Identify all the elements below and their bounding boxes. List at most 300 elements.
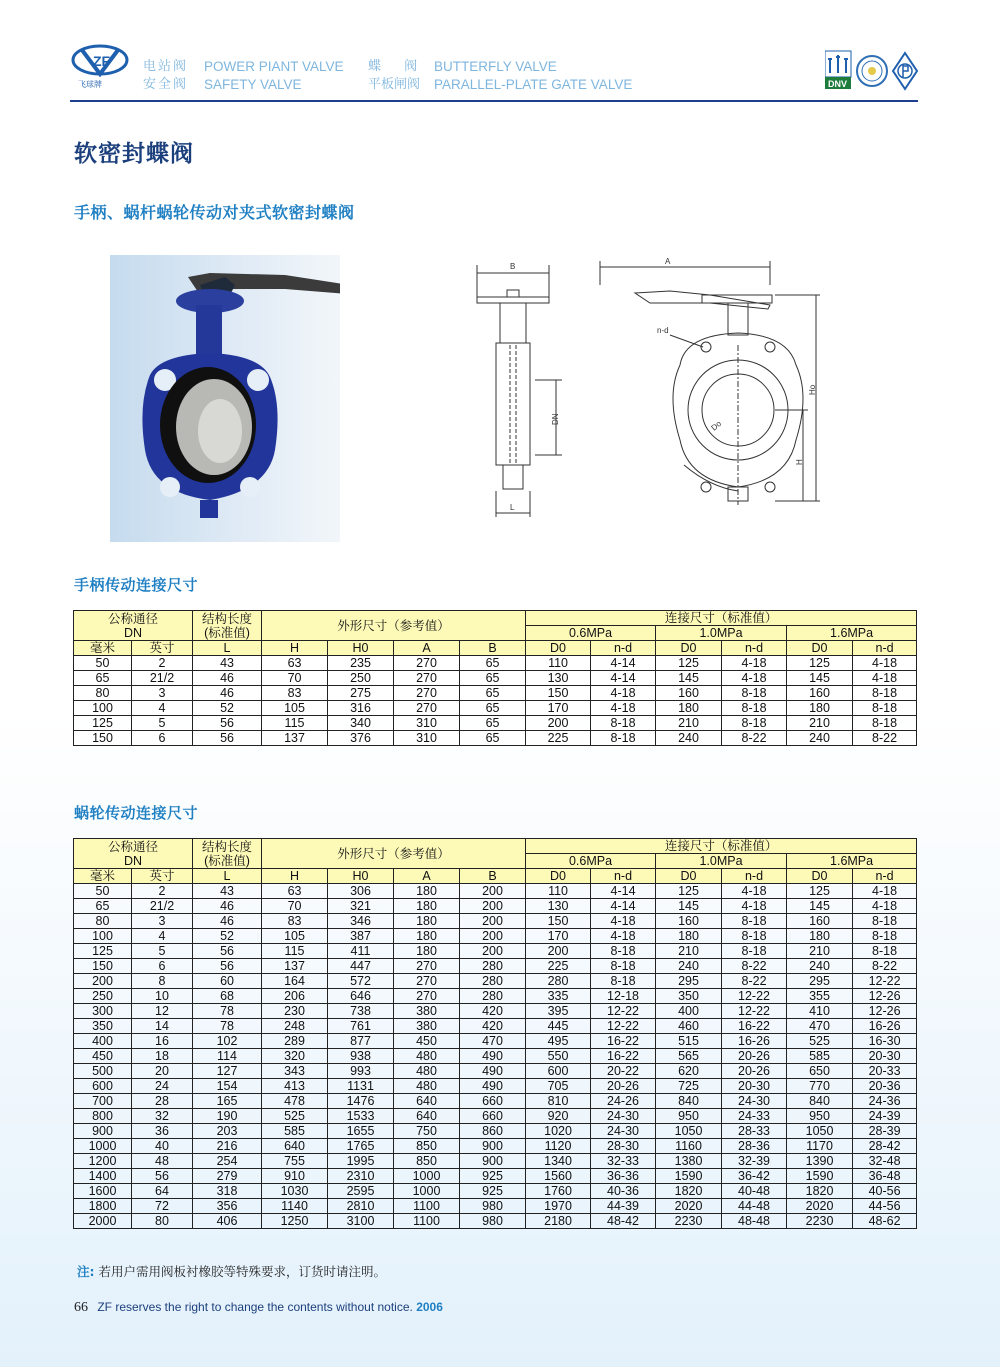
table-cell: 32-48 bbox=[853, 1154, 917, 1169]
col-d0: D0 bbox=[526, 869, 591, 884]
table-cell: 920 bbox=[526, 1109, 591, 1124]
table-cell: 8-22 bbox=[853, 731, 917, 746]
table-cell: 350 bbox=[74, 1019, 132, 1034]
table-cell: 125 bbox=[74, 716, 132, 731]
table-cell: 200 bbox=[460, 914, 526, 929]
table-cell: 230 bbox=[262, 1004, 328, 1019]
table-cell: 145 bbox=[787, 899, 853, 914]
table-cell: 248 bbox=[262, 1019, 328, 1034]
table-cell: 60 bbox=[193, 974, 262, 989]
table-cell: 6 bbox=[132, 731, 193, 746]
table-cell: 110 bbox=[526, 656, 591, 671]
table-cell: 280 bbox=[460, 959, 526, 974]
table-row bbox=[74, 929, 917, 944]
table-cell: 565 bbox=[656, 1049, 722, 1064]
side-view bbox=[477, 262, 562, 517]
table-cell: 24 bbox=[132, 1079, 193, 1094]
table-row bbox=[74, 1199, 917, 1214]
table-row bbox=[74, 914, 917, 929]
table-cell: 6 bbox=[132, 959, 193, 974]
table-cell: 480 bbox=[394, 1064, 460, 1079]
table-cell: 640 bbox=[394, 1094, 460, 1109]
table-cell: 993 bbox=[328, 1064, 394, 1079]
table-cell: 28-39 bbox=[853, 1124, 917, 1139]
table-cell: 8-18 bbox=[722, 929, 787, 944]
table-cell: 48-62 bbox=[853, 1214, 917, 1229]
table-cell: 125 bbox=[656, 656, 722, 671]
table-cell: 445 bbox=[526, 1019, 591, 1034]
table-cell: 8-18 bbox=[591, 731, 656, 746]
table-cell: 585 bbox=[262, 1124, 328, 1139]
table-cell: 32-33 bbox=[591, 1154, 656, 1169]
table-cell: 4-14 bbox=[591, 656, 656, 671]
table-cell: 12-22 bbox=[591, 1019, 656, 1034]
valve-photo bbox=[110, 255, 340, 542]
table-cell: 410 bbox=[787, 1004, 853, 1019]
table-cell: 48-48 bbox=[722, 1214, 787, 1229]
dim-label-a: A bbox=[665, 257, 671, 266]
col-h: H bbox=[262, 641, 328, 656]
certification-seal-icon bbox=[857, 56, 887, 86]
table-cell: 460 bbox=[656, 1019, 722, 1034]
table-cell: 180 bbox=[787, 701, 853, 716]
table-cell: 200 bbox=[526, 944, 591, 959]
table-cell: 24-30 bbox=[591, 1124, 656, 1139]
col-l: L bbox=[193, 641, 262, 656]
category-en-4: PARALLEL-PLATE GATE VALVE bbox=[434, 77, 633, 92]
table-cell: 160 bbox=[787, 686, 853, 701]
table-cell: 860 bbox=[460, 1124, 526, 1139]
table-cell: 4-18 bbox=[591, 686, 656, 701]
table-cell: 316 bbox=[328, 701, 394, 716]
table-cell: 150 bbox=[74, 731, 132, 746]
header-p2: 1.0MPa bbox=[656, 626, 787, 641]
header-rule bbox=[70, 100, 918, 102]
dim-label-ho: Ho bbox=[808, 384, 817, 395]
table-row bbox=[74, 1124, 917, 1139]
table-cell: 56 bbox=[193, 716, 262, 731]
table-cell: 289 bbox=[262, 1034, 328, 1049]
table-cell: 1995 bbox=[328, 1154, 394, 1169]
table-cell: 800 bbox=[74, 1109, 132, 1124]
table-cell: 12-22 bbox=[591, 1004, 656, 1019]
table-cell: 105 bbox=[262, 929, 328, 944]
dim-label-b: B bbox=[510, 262, 516, 271]
table-cell: 50 bbox=[74, 884, 132, 899]
table-cell: 840 bbox=[656, 1094, 722, 1109]
table-cell: 925 bbox=[460, 1169, 526, 1184]
table-cell: 3100 bbox=[328, 1214, 394, 1229]
table-cell: 36-42 bbox=[722, 1169, 787, 1184]
table-cell: 32 bbox=[132, 1109, 193, 1124]
table-cell: 1800 bbox=[74, 1199, 132, 1214]
table-cell: 8-18 bbox=[722, 686, 787, 701]
table-cell: 36-48 bbox=[853, 1169, 917, 1184]
col-b: B bbox=[460, 641, 526, 656]
table-cell: 900 bbox=[460, 1139, 526, 1154]
table-cell: 46 bbox=[193, 914, 262, 929]
table-cell: 490 bbox=[460, 1079, 526, 1094]
table-cell: 2810 bbox=[328, 1199, 394, 1214]
table-cell: 4-18 bbox=[853, 671, 917, 686]
table-row bbox=[74, 656, 917, 671]
table-cell: 660 bbox=[460, 1109, 526, 1124]
table-cell: 8-18 bbox=[853, 716, 917, 731]
table-cell: 1476 bbox=[328, 1094, 394, 1109]
header-connection: 连接尺寸（标准值） bbox=[526, 839, 917, 854]
table-cell: 12-26 bbox=[853, 1004, 917, 1019]
table-cell: 203 bbox=[193, 1124, 262, 1139]
table-cell: 1000 bbox=[394, 1184, 460, 1199]
table-cell: 235 bbox=[328, 656, 394, 671]
table-cell: 8-18 bbox=[591, 944, 656, 959]
table-cell: 40-56 bbox=[853, 1184, 917, 1199]
table-cell: 180 bbox=[394, 914, 460, 929]
table-cell: 14 bbox=[132, 1019, 193, 1034]
table-cell: 254 bbox=[193, 1154, 262, 1169]
handle-dimension-table bbox=[73, 610, 917, 746]
table-cell: 65 bbox=[460, 686, 526, 701]
table-cell: 105 bbox=[262, 701, 328, 716]
table-cell: 145 bbox=[656, 899, 722, 914]
table-cell: 1590 bbox=[656, 1169, 722, 1184]
table-cell: 206 bbox=[262, 989, 328, 1004]
table-row bbox=[74, 1049, 917, 1064]
table-cell: 80 bbox=[132, 1214, 193, 1229]
table-cell: 250 bbox=[74, 989, 132, 1004]
table-cell: 380 bbox=[394, 1019, 460, 1034]
table-cell: 321 bbox=[328, 899, 394, 914]
table-cell: 1000 bbox=[74, 1139, 132, 1154]
dim-label-dn: DN bbox=[551, 413, 560, 425]
table-cell: 877 bbox=[328, 1034, 394, 1049]
table-cell: 500 bbox=[74, 1064, 132, 1079]
header-dn: 公称通径 DN bbox=[74, 611, 193, 641]
table-cell: 145 bbox=[656, 671, 722, 686]
table-cell: 12-18 bbox=[591, 989, 656, 1004]
table-cell: 356 bbox=[193, 1199, 262, 1214]
col-a: A bbox=[394, 641, 460, 656]
table-cell: 950 bbox=[787, 1109, 853, 1124]
table-cell: 150 bbox=[526, 914, 591, 929]
table-cell: 275 bbox=[328, 686, 394, 701]
table-cell: 280 bbox=[526, 974, 591, 989]
table-cell: 100 bbox=[74, 701, 132, 716]
table-cell: 1820 bbox=[656, 1184, 722, 1199]
table-cell: 80 bbox=[74, 686, 132, 701]
table-cell: 18 bbox=[132, 1049, 193, 1064]
table-cell: 137 bbox=[262, 959, 328, 974]
table-cell: 270 bbox=[394, 656, 460, 671]
table-cell: 40 bbox=[132, 1139, 193, 1154]
table-cell: 2310 bbox=[328, 1169, 394, 1184]
table-cell: 16-26 bbox=[722, 1034, 787, 1049]
table-row bbox=[74, 974, 917, 989]
table-cell: 2595 bbox=[328, 1184, 394, 1199]
category-cn-1: 电站阀 bbox=[143, 59, 189, 74]
table-cell: 40-48 bbox=[722, 1184, 787, 1199]
col-d0: D0 bbox=[787, 641, 853, 656]
page-footer bbox=[74, 1300, 443, 1316]
table-cell: 1560 bbox=[526, 1169, 591, 1184]
table-cell: 150 bbox=[74, 959, 132, 974]
table-cell: 340 bbox=[328, 716, 394, 731]
table-cell: 43 bbox=[193, 884, 262, 899]
table-cell: 411 bbox=[328, 944, 394, 959]
table-cell: 65 bbox=[460, 731, 526, 746]
table-cell: 925 bbox=[460, 1184, 526, 1199]
table-cell: 480 bbox=[394, 1049, 460, 1064]
table-cell: 225 bbox=[526, 959, 591, 974]
butterfly-valve-icon bbox=[142, 273, 340, 518]
table-cell: 48 bbox=[132, 1154, 193, 1169]
certification-logos bbox=[825, 45, 920, 97]
table-row bbox=[74, 1109, 917, 1124]
table-cell: 4-14 bbox=[591, 884, 656, 899]
table-cell: 8-18 bbox=[722, 716, 787, 731]
section-title-worm-gear: 蜗轮传动连接尺寸 bbox=[74, 804, 199, 822]
table-cell: 225 bbox=[526, 731, 591, 746]
front-view bbox=[600, 257, 820, 505]
table-cell: 640 bbox=[394, 1109, 460, 1124]
table-cell: 52 bbox=[193, 929, 262, 944]
table-cell: 1250 bbox=[262, 1214, 328, 1229]
table-cell: 480 bbox=[394, 1079, 460, 1094]
table-row bbox=[74, 1064, 917, 1079]
table-cell: 1340 bbox=[526, 1154, 591, 1169]
table-cell: 270 bbox=[394, 989, 460, 1004]
table-cell: 65 bbox=[74, 899, 132, 914]
table-cell: 180 bbox=[394, 899, 460, 914]
table-cell: 16 bbox=[132, 1034, 193, 1049]
table-cell: 240 bbox=[656, 959, 722, 974]
col-d0: D0 bbox=[787, 869, 853, 884]
table-cell: 32-39 bbox=[722, 1154, 787, 1169]
table-cell: 387 bbox=[328, 929, 394, 944]
table-cell: 447 bbox=[328, 959, 394, 974]
col-nd: n-d bbox=[591, 869, 656, 884]
table-cell: 130 bbox=[526, 671, 591, 686]
col-mm: 毫米 bbox=[74, 641, 132, 656]
table-cell: 270 bbox=[394, 671, 460, 686]
table-cell: 840 bbox=[787, 1094, 853, 1109]
table-cell: 200 bbox=[526, 716, 591, 731]
table-cell: 2 bbox=[132, 656, 193, 671]
table-cell: 125 bbox=[656, 884, 722, 899]
table-cell: 900 bbox=[460, 1154, 526, 1169]
table-cell: 4-18 bbox=[853, 656, 917, 671]
table-row bbox=[74, 686, 917, 701]
table-cell: 550 bbox=[526, 1049, 591, 1064]
table-cell: 4-18 bbox=[853, 884, 917, 899]
table-cell: 280 bbox=[460, 974, 526, 989]
table-cell: 2000 bbox=[74, 1214, 132, 1229]
table-cell: 725 bbox=[656, 1079, 722, 1094]
table-cell: 8-18 bbox=[591, 959, 656, 974]
table-cell: 650 bbox=[787, 1064, 853, 1079]
table-cell: 56 bbox=[193, 959, 262, 974]
table-cell: 406 bbox=[193, 1214, 262, 1229]
col-inch: 英寸 bbox=[132, 869, 193, 884]
table-cell: 515 bbox=[656, 1034, 722, 1049]
table-cell: 180 bbox=[787, 929, 853, 944]
table-cell: 355 bbox=[787, 989, 853, 1004]
table-cell: 980 bbox=[460, 1214, 526, 1229]
table-cell: 83 bbox=[262, 686, 328, 701]
table-cell: 450 bbox=[394, 1034, 460, 1049]
page-subtitle: 手柄、蜗杆蜗轮传动对夹式软密封蝶阀 bbox=[74, 203, 355, 222]
table-cell: 63 bbox=[262, 884, 328, 899]
table-cell: 2020 bbox=[656, 1199, 722, 1214]
table-cell: 280 bbox=[460, 989, 526, 1004]
table-cell: 1160 bbox=[656, 1139, 722, 1154]
table-cell: 8-18 bbox=[722, 944, 787, 959]
col-b: B bbox=[460, 869, 526, 884]
table-cell: 250 bbox=[328, 671, 394, 686]
table-cell: 46 bbox=[193, 671, 262, 686]
page-title: 软密封蝶阀 bbox=[74, 141, 194, 167]
table-cell: 705 bbox=[526, 1079, 591, 1094]
note-label: 注: bbox=[77, 1264, 95, 1279]
table-cell: 470 bbox=[787, 1019, 853, 1034]
col-inch: 英寸 bbox=[132, 641, 193, 656]
table-cell: 16-26 bbox=[853, 1019, 917, 1034]
col-l: L bbox=[193, 869, 262, 884]
table-cell: 24-39 bbox=[853, 1109, 917, 1124]
table-cell: 36 bbox=[132, 1124, 193, 1139]
table-row bbox=[74, 944, 917, 959]
note-text: 若用户需用阀板衬橡胶等特殊要求，订货时请注明。 bbox=[98, 1264, 386, 1279]
table-cell: 43 bbox=[193, 656, 262, 671]
table-cell: 1820 bbox=[787, 1184, 853, 1199]
table-cell: 200 bbox=[460, 944, 526, 959]
table-cell: 12-22 bbox=[722, 989, 787, 1004]
table-cell: 50 bbox=[74, 656, 132, 671]
table-cell: 295 bbox=[656, 974, 722, 989]
table-cell: 761 bbox=[328, 1019, 394, 1034]
brand-name: 飞球牌 bbox=[78, 80, 102, 89]
table-cell: 490 bbox=[460, 1049, 526, 1064]
table-cell: 270 bbox=[394, 959, 460, 974]
table-cell: 170 bbox=[526, 701, 591, 716]
table-cell: 28 bbox=[132, 1094, 193, 1109]
table-cell: 4-18 bbox=[722, 671, 787, 686]
col-nd: n-d bbox=[722, 641, 787, 656]
table-cell: 24-36 bbox=[853, 1094, 917, 1109]
table-row bbox=[74, 716, 917, 731]
col-a: A bbox=[394, 869, 460, 884]
table-cell: 65 bbox=[460, 656, 526, 671]
table-cell: 2230 bbox=[787, 1214, 853, 1229]
table-cell: 4-14 bbox=[591, 899, 656, 914]
table-cell: 8-18 bbox=[722, 701, 787, 716]
table-cell: 400 bbox=[74, 1034, 132, 1049]
table-row bbox=[74, 884, 917, 899]
table-cell: 2 bbox=[132, 884, 193, 899]
category-cn-2: 安全阀 bbox=[143, 77, 189, 92]
header-outer: 外形尺寸（参考值） bbox=[262, 611, 526, 641]
table-cell: 52 bbox=[193, 701, 262, 716]
table-cell: 490 bbox=[460, 1064, 526, 1079]
table-cell: 65 bbox=[74, 671, 132, 686]
table-cell: 2180 bbox=[526, 1214, 591, 1229]
table-cell: 4-18 bbox=[591, 701, 656, 716]
table-cell: 164 bbox=[262, 974, 328, 989]
table-cell: 127 bbox=[193, 1064, 262, 1079]
dim-label-do: Do bbox=[709, 419, 724, 433]
company-logo bbox=[70, 40, 130, 90]
table-cell: 8-18 bbox=[722, 914, 787, 929]
table-cell: 376 bbox=[328, 731, 394, 746]
table-cell: 12-22 bbox=[722, 1004, 787, 1019]
table-cell: 980 bbox=[460, 1199, 526, 1214]
table-row bbox=[74, 959, 917, 974]
technical-drawing bbox=[470, 255, 830, 525]
table-cell: 1030 bbox=[262, 1184, 328, 1199]
col-nd: n-d bbox=[853, 641, 917, 656]
header-connection: 连接尺寸（标准值） bbox=[526, 611, 917, 626]
table-cell: 1390 bbox=[787, 1154, 853, 1169]
table-cell: 210 bbox=[656, 944, 722, 959]
table-cell: 8-18 bbox=[591, 974, 656, 989]
table-cell: 70 bbox=[262, 671, 328, 686]
table-cell: 12 bbox=[132, 1004, 193, 1019]
table-cell: 72 bbox=[132, 1199, 193, 1214]
table-cell: 68 bbox=[193, 989, 262, 1004]
table-cell: 660 bbox=[460, 1094, 526, 1109]
table-cell: 525 bbox=[787, 1034, 853, 1049]
table-cell: 8-22 bbox=[853, 959, 917, 974]
table-cell: 5 bbox=[132, 716, 193, 731]
col-h: H bbox=[262, 869, 328, 884]
table-cell: 2020 bbox=[787, 1199, 853, 1214]
table-cell: 8-18 bbox=[853, 914, 917, 929]
table-cell: 21/2 bbox=[132, 899, 193, 914]
col-nd: n-d bbox=[591, 641, 656, 656]
table-cell: 100 bbox=[74, 929, 132, 944]
table-cell: 1200 bbox=[74, 1154, 132, 1169]
table-cell: 1765 bbox=[328, 1139, 394, 1154]
table-cell: 36-36 bbox=[591, 1169, 656, 1184]
table-cell: 1000 bbox=[394, 1169, 460, 1184]
table-cell: 4-18 bbox=[591, 914, 656, 929]
table-cell: 318 bbox=[193, 1184, 262, 1199]
table-cell: 295 bbox=[787, 974, 853, 989]
table-cell: 8-22 bbox=[722, 731, 787, 746]
header-length: 结构长度 (标准值) bbox=[193, 839, 262, 869]
table-cell: 310 bbox=[394, 716, 460, 731]
table-cell: 44-48 bbox=[722, 1199, 787, 1214]
table-cell: 20-36 bbox=[853, 1079, 917, 1094]
col-mm: 毫米 bbox=[74, 869, 132, 884]
category-en-1: POWER PIANT VALVE bbox=[204, 59, 344, 74]
col-h0: H0 bbox=[328, 869, 394, 884]
table-cell: 56 bbox=[132, 1169, 193, 1184]
table-cell: 413 bbox=[262, 1079, 328, 1094]
table-row bbox=[74, 1169, 917, 1184]
table-cell: 24-30 bbox=[722, 1094, 787, 1109]
table-cell: 335 bbox=[526, 989, 591, 1004]
table-cell: 1140 bbox=[262, 1199, 328, 1214]
table-cell: 102 bbox=[193, 1034, 262, 1049]
table-cell: 20-33 bbox=[853, 1064, 917, 1079]
table-cell: 1100 bbox=[394, 1199, 460, 1214]
table-cell: 200 bbox=[460, 899, 526, 914]
table-cell: 80 bbox=[74, 914, 132, 929]
table-cell: 640 bbox=[262, 1139, 328, 1154]
table-cell: 4 bbox=[132, 701, 193, 716]
col-h0: H0 bbox=[328, 641, 394, 656]
